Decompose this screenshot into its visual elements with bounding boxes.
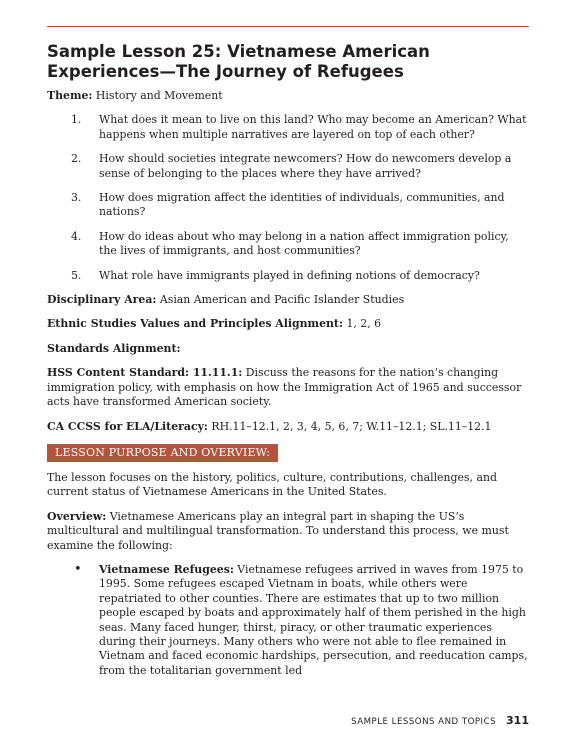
footer-section-title: SAMPLE LESSONS AND TOPICS — [351, 717, 497, 727]
question-number: 2. — [71, 152, 82, 166]
header-rule — [47, 26, 529, 27]
bullet-label: Vietnamese Refugees: — [99, 562, 234, 576]
question-text: What does it mean to live on this land? Who may become an American? What happens when multiple narratives are layered on top of each other? — [99, 113, 527, 141]
page-footer — [351, 709, 529, 728]
question-item — [47, 230, 529, 259]
hss-value: Discuss the reasons for the nation’s changing immigration policy, with emphasis on how the Immigration Act of 1965 and successor acts have transformed American society. — [47, 366, 522, 409]
essential-questions-list — [47, 113, 529, 283]
overview-bullet-list — [47, 563, 529, 678]
question-text: How should societies integrate newcomers? How do newcomers develop a sense of belonging to the places where they have arrived? — [99, 152, 512, 180]
overview-label: Overview: — [47, 509, 107, 523]
overview-line — [47, 510, 529, 553]
ccss-line — [47, 420, 529, 434]
question-number: 5. — [71, 268, 82, 282]
question-item — [47, 191, 529, 220]
question-number: 3. — [71, 191, 82, 205]
values-alignment-line — [47, 317, 529, 331]
lesson-content — [47, 89, 529, 678]
disciplinary-line — [47, 293, 529, 307]
question-number: 1. — [71, 113, 82, 127]
theme-label: Theme: — [47, 89, 93, 102]
standards-alignment-label: Standards Alignment: — [47, 341, 181, 355]
ccss-value: RH.11–12.1, 2, 3, 4, 5, 6, 7; W.11–12.1; SL.11–12.1 — [207, 419, 492, 433]
theme-line — [47, 89, 529, 103]
question-item — [47, 152, 529, 181]
theme-value: History and Movement — [92, 89, 223, 102]
bullet-marker: • — [74, 561, 82, 577]
standards-alignment-heading — [47, 342, 529, 356]
question-item — [47, 113, 529, 142]
question-item — [47, 269, 529, 283]
bullet-item — [47, 563, 529, 678]
purpose-banner: LESSON PURPOSE AND OVERVIEW: — [47, 444, 278, 462]
question-number: 4. — [71, 229, 82, 243]
disciplinary-label: Disciplinary Area: — [47, 293, 157, 307]
question-text: How does migration affect the identities of individuals, communities, and nations? — [99, 191, 505, 219]
hss-standard-line — [47, 366, 529, 409]
lesson-title: Sample Lesson 25: Vietnamese American Experiences—The Journey of Refugees — [47, 42, 430, 81]
disciplinary-value: Asian American and Pacific Islander Studies — [156, 293, 405, 307]
overview-value: Vietnamese Americans play an integral part in shaping the US’s multicultural and multilingual transformation. To understand this process, we must examine the following: — [47, 509, 509, 552]
ccss-label: CA CCSS for ELA/Literacy: — [47, 419, 208, 433]
page-number: 311 — [506, 714, 529, 727]
question-text: What role have immigrants played in defining notions of democracy? — [99, 268, 480, 282]
bullet-text: Vietnamese refugees arrived in waves from 1975 to 1995. Some refugees escaped Vietnam in boats, while others were repatriated to other counties. There are estimates that up to two million people escaped by boats and approximately half of them perished in the high seas. Many faced hunger, thirst, piracy, or other traumatic experiences during their journeys. Many others who were not able to flee remained in Vietnam and faced economic hardships, persecution, and reeducation camps, from the totalitarian government led — [99, 562, 528, 677]
values-alignment-value: 1, 2, 6 — [342, 317, 382, 331]
question-text: How do ideas about who may belong in a nation affect immigration policy, the lives of immigrants, and host communities? — [99, 229, 509, 258]
hss-label: HSS Content Standard: 11.11.1: — [47, 366, 243, 380]
values-alignment-label: Ethnic Studies Values and Principles Alignment: — [47, 317, 343, 331]
purpose-text: The lesson focuses on the history, politics, culture, contributions, challenges, and current status of Vietnamese Americans in the United States. — [47, 470, 497, 499]
